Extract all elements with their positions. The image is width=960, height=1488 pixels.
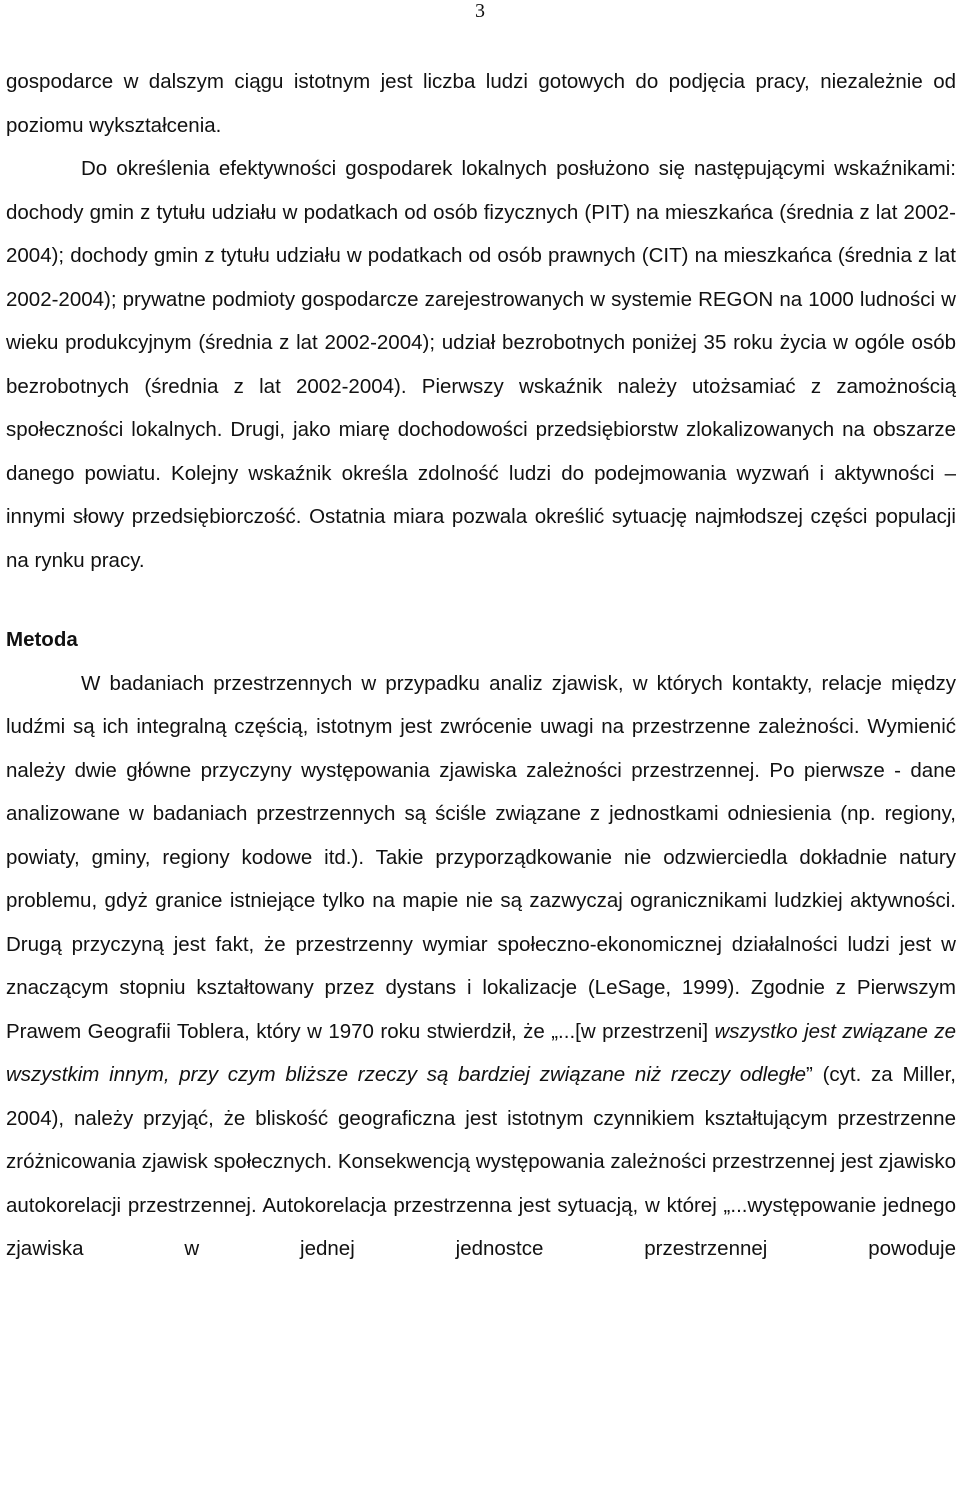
- method-text-start: W badaniach przestrzennych w przypadku analiz zjawisk, w których kontakty, relacje między ludźmi są ich integralną częścią, istotnym jest zwrócenie uwagi na przestrzenne zależności. Wymienić należy dwie główne przyczyny występowania zjawiska zależności przestrzennej. Po pierwsze - dane analizowane w badaniach przestrzennych są ściśle związane z jednostkami odniesienia (np. regiony, powiaty, gminy, regiony kodowe itd.). Takie przyporządkowanie nie odzwierciedla dokładnie natury problemu, gdyż granice istniejące tylko na mapie nie są zazwyczaj ogranicznikami ludzkiej aktywności. Drugą przyczyną jest fakt, że przestrzenny wymiar społeczno-ekonomicznej działalności ludzi jest w znaczącym stopniu kształtowany przez dystans i lokalizacje (LeSage, 1999). Zgodnie z Pierwszym Prawem Geografii Toblera, który w 1970 roku stwierdził, że „...[w przestrzeni]: [6, 671, 956, 1043]
- paragraph-indicators: Do określenia efektywności gospodarek lokalnych posłużono się następującymi wskaźnikami: dochody gmin z tytułu udziału w podatkach od osób fizycznych (PIT) na mieszkańca (średnia z lat 2002-2004); dochody gmin z tytułu udziału w podatkach od osób prawnych (CIT) na mieszkańca (średnia z lat 2002-2004); prywatne podmioty gospodarcze zarejestrowanych w systemie REGON na 1000 ludności w wieku produkcyjnym (średnia z lat 2002-2004); udział bezrobotnych poniżej 35 roku życia w ogóle osób bezrobotnych (średnia z lat 2002-2004). Pierwszy wskaźnik należy utożsamiać z zamożnością społeczności lokalnych. Drugi, jako miarę dochodowości przedsiębiorstw zlokalizowanych na obszarze danego powiatu. Kolejny wskaźnik określa zdolność ludzi do podejmowania wyzwań i aktywności – innymi słowy przedsiębiorczość. Ostatnia miara pozwala określić sytuację najmłodszej części populacji na rynku pracy.: [6, 157, 956, 572]
- section-heading-metoda: Metoda: [6, 628, 78, 651]
- tobler-quote: wszystko jest związane ze wszystkim innym, przy czym bliższe rzeczy są bardziej związane niż rzeczy odległe: [6, 1019, 956, 1086]
- paragraph-method: [6, 662, 956, 1271]
- page-number: 3: [475, 0, 485, 22]
- paragraph-continued: gospodarce w dalszym ciągu istotnym jest liczba ludzi gotowych do podjęcia pracy, niezależnie od poziomu wykształcenia.: [6, 70, 956, 137]
- document-body: [6, 60, 956, 1271]
- method-text-rest: ” (cyt. za Miller, 2004), należy przyjąć, że bliskość geograficzna jest istotnym czynnikiem kształtującym przestrzenne zróżnicowania zjawisk społecznych. Konsekwencją występowania zależności przestrzennej jest zjawisko autokorelacji przestrzennej. Autokorelacja przestrzenna jest sytuacją, w której „...występowanie jednego zjawiska w jednej jednostce przestrzennej powoduje: [6, 1063, 956, 1260]
